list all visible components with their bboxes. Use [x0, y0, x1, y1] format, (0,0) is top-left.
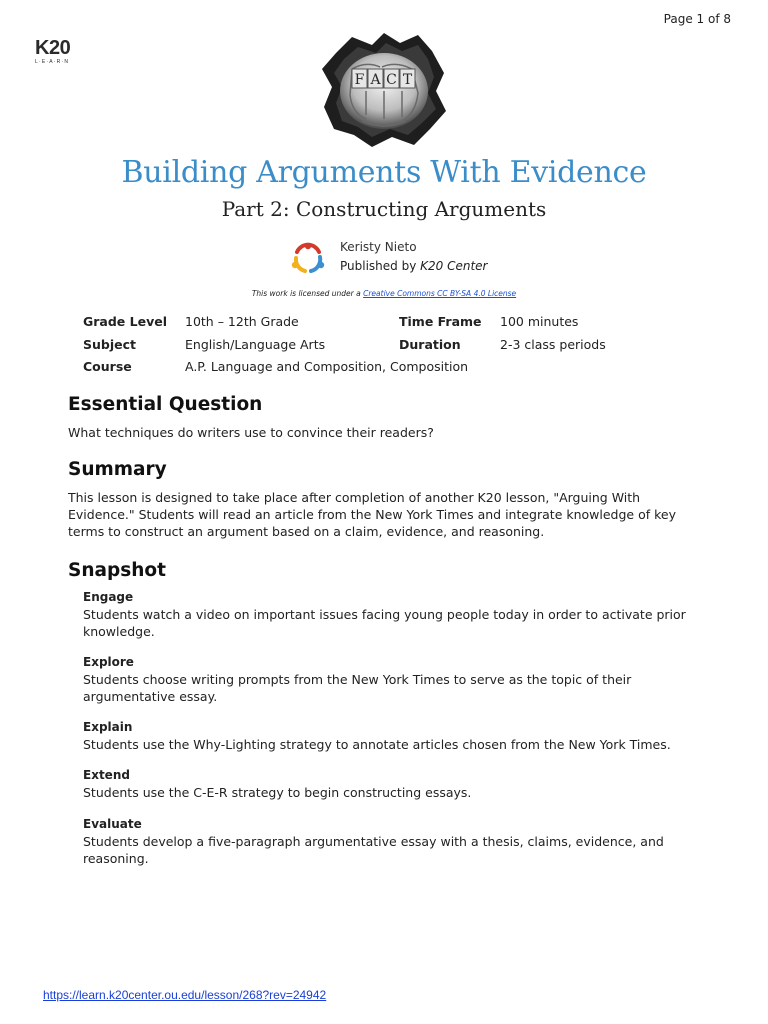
fist-fact-icon [322, 33, 446, 147]
summary-heading: Summary [68, 459, 167, 480]
snapshot-item-title: Engage [83, 590, 134, 604]
k20-logo-tagline: L·E·A·R·N [35, 59, 70, 65]
license-notice [0, 289, 768, 298]
snapshot-item-title: Explain [83, 720, 133, 734]
published-prefix: Published by [340, 259, 421, 273]
snapshot-item-text: Students use the C-E-R strategy to begin constructing essays. [83, 785, 472, 800]
snapshot-item-text: Students use the Why-Lighting strategy to annotate articles chosen from the New York Times. [83, 737, 671, 752]
subject-value: English/Language Arts [185, 337, 326, 352]
snapshot-heading: Snapshot [68, 560, 166, 581]
snapshot-item-text: Students watch a video on important issues facing young people today in order to activate prior knowledge. [83, 607, 686, 639]
snapshot-item-evaluate [83, 817, 708, 867]
snapshot-item-title: Explore [83, 655, 134, 669]
snapshot-item-explore [83, 655, 708, 705]
license-link[interactable]: Creative Commons CC BY-SA 4.0 License [363, 289, 517, 298]
k20-center-people-icon [289, 238, 327, 276]
grade-level-value: 10th – 12th Grade [185, 314, 299, 329]
author-publisher [340, 259, 487, 273]
duration-value: 2-3 class periods [500, 337, 606, 352]
snapshot-item-explain [83, 720, 708, 753]
duration-label: Duration [399, 337, 461, 352]
page-title: Building Arguments With Evidence [121, 155, 647, 190]
fact-letter: C [386, 72, 397, 88]
fact-letter: T [402, 72, 413, 88]
fact-letter: A [370, 72, 381, 88]
snapshot-item-text: Students develop a five-paragraph argumentative essay with a thesis, claims, evidence, and reasoning. [83, 834, 664, 866]
snapshot-item-text: Students choose writing prompts from the New York Times to serve as the topic of their argumentative essay. [83, 672, 632, 704]
subject-label: Subject [83, 337, 136, 352]
essential-question-text: What techniques do writers use to convince their readers? [68, 425, 434, 440]
course-label: Course [83, 359, 132, 374]
grade-level-label: Grade Level [83, 314, 167, 329]
author-name: Keristy Nieto [340, 240, 417, 254]
snapshot-item-title: Evaluate [83, 817, 142, 831]
k20-logo [35, 38, 79, 65]
essential-question-heading: Essential Question [68, 394, 263, 415]
k20-logo-text: K20 [35, 37, 71, 59]
summary-text: This lesson is designed to take place after completion of another K20 lesson, "Arguing With Evidence." Students will read an article from the New York Times and integrate knowledge of key terms to construct an argument based on a claim, evidence, and reasoning. [68, 490, 676, 539]
license-prefix: This work is licensed under a [251, 289, 364, 298]
snapshot-item-engage [83, 590, 708, 640]
snapshot-item-extend [83, 768, 708, 801]
time-frame-value: 100 minutes [500, 314, 579, 329]
page-number: Page 1 of 8 [663, 12, 731, 26]
time-frame-label: Time Frame [399, 314, 482, 329]
course-value: A.P. Language and Composition, Composition [185, 359, 469, 374]
publisher-name: K20 Center [420, 259, 488, 273]
snapshot-item-title: Extend [83, 768, 130, 782]
page-subtitle: Part 2: Constructing Arguments [221, 197, 547, 221]
footer-lesson-link[interactable]: https://learn.k20center.ou.edu/lesson/268?rev=24942 [43, 988, 327, 1002]
fact-letter: F [354, 72, 365, 88]
